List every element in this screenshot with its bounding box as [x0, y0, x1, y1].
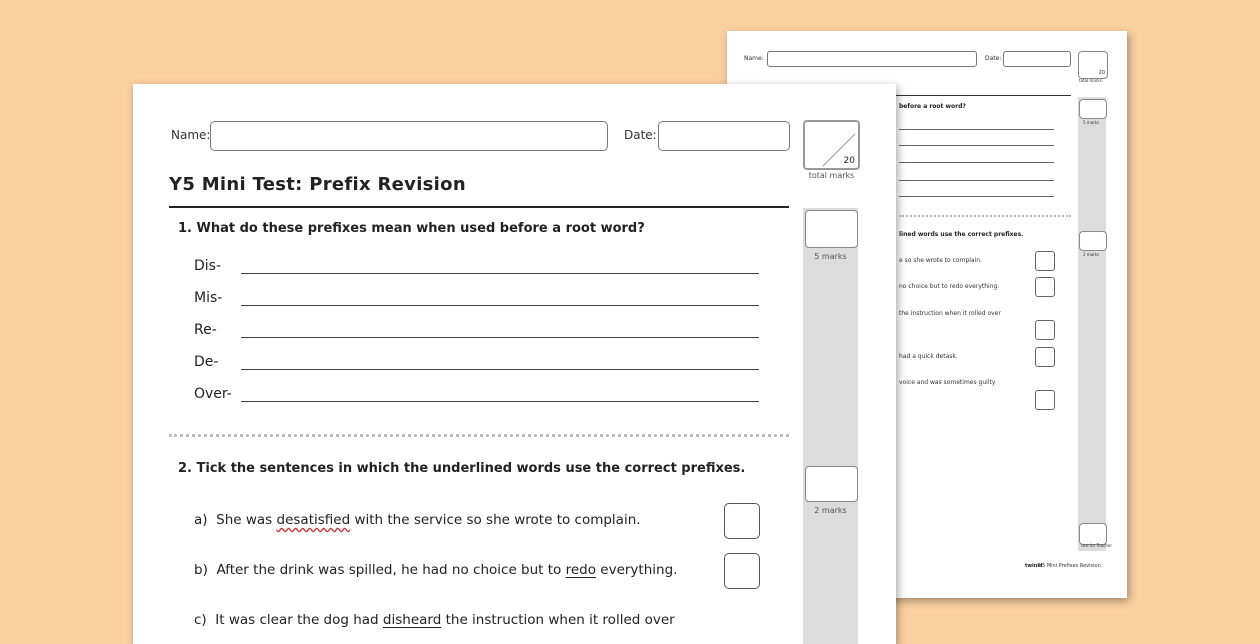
- question-2: 2. Tick the sentences in which the underlined words use the correct prefixes.: [178, 461, 746, 476]
- total-marks-box: [803, 120, 860, 170]
- tick-box-a[interactable]: [724, 503, 760, 539]
- section-divider: [169, 434, 789, 437]
- sentence-b-letter: b): [194, 562, 208, 578]
- back-sentence-b: no choice but to redo everything.: [899, 283, 1000, 290]
- date-field[interactable]: [658, 121, 790, 151]
- sentence-a-letter: a): [194, 512, 208, 528]
- answer-line-dis[interactable]: [241, 273, 759, 274]
- tick-box-b[interactable]: [724, 553, 760, 589]
- q1-mark-box: [805, 210, 858, 248]
- question-1: 1. What do these prefixes mean when used before a root word?: [178, 221, 645, 236]
- back-q1-fragment: before a root word?: [899, 103, 966, 110]
- back-sentence-d: had a quick detask.: [899, 353, 958, 360]
- prefix-mis: Mis-: [194, 290, 223, 306]
- front-worksheet: [133, 84, 896, 644]
- q2-marks-label: 2 marks: [814, 506, 847, 515]
- prefix-re: Re-: [194, 322, 217, 338]
- back-teacher-box: [1079, 523, 1107, 545]
- sentence-c-letter: c): [194, 612, 207, 628]
- back-answer-line: [899, 196, 1054, 197]
- back-tick-box[interactable]: [1035, 347, 1055, 367]
- sentence-b-pre: After the drink was spilled, he had no choice but to: [216, 562, 566, 578]
- back-q2-marks: 2 marks: [1083, 252, 1100, 257]
- back-name-field[interactable]: [767, 51, 977, 67]
- back-q2-fragment: lined words use the correct prefixes.: [899, 231, 1024, 238]
- total-marks-label: total marks: [808, 171, 855, 180]
- back-q2-mark-box: [1079, 231, 1107, 251]
- back-sentence-e: voice and was sometimes guilty: [899, 379, 996, 386]
- prefix-over: Over-: [194, 386, 232, 402]
- marks-column: [803, 208, 858, 644]
- prefix-dis: Dis-: [194, 258, 222, 274]
- sentence-c: [194, 612, 675, 628]
- back-sentence-a: e so she wrote to complain.: [899, 257, 982, 264]
- back-date-label: Date:: [985, 55, 1002, 62]
- back-footer-brand: twinkl: [1025, 563, 1043, 569]
- back-sentence-c: the instruction when it rolled over: [899, 310, 1001, 317]
- title-rule: [169, 206, 789, 208]
- total-value: 20: [843, 156, 855, 166]
- sentence-a-underlined-word: desatisfied: [276, 512, 351, 528]
- back-date-field[interactable]: [1003, 51, 1071, 67]
- worksheet-title: Y5 Mini Test: Prefix Revision: [169, 174, 466, 195]
- back-answer-line: [899, 145, 1054, 146]
- back-answer-line: [899, 162, 1054, 163]
- back-tick-box[interactable]: [1035, 320, 1055, 340]
- back-name-label: Name:: [744, 55, 764, 62]
- back-tick-box[interactable]: [1035, 277, 1055, 297]
- back-total-box: [1078, 51, 1108, 79]
- back-total-value: 20: [1098, 70, 1105, 76]
- back-tick-box[interactable]: [1035, 251, 1055, 271]
- back-answer-line: [899, 180, 1054, 181]
- date-label: Date:: [624, 128, 657, 142]
- sentence-b-underlined-word: redo: [565, 562, 596, 578]
- sentence-c-post: the instruction when it rolled over: [441, 612, 675, 628]
- answer-line-re[interactable]: [241, 337, 759, 338]
- back-divider: [899, 215, 1071, 217]
- sentence-b-post: everything.: [595, 562, 678, 578]
- sentence-a-post: with the service so she wrote to complain.: [350, 512, 641, 528]
- answer-line-over[interactable]: [241, 401, 759, 402]
- sentence-c-underlined-word: disheard: [382, 612, 442, 628]
- answer-line-de[interactable]: [241, 369, 759, 370]
- name-label: Name:: [171, 128, 211, 142]
- back-marks-column: [1078, 97, 1106, 551]
- q2-mark-box: [805, 466, 858, 502]
- sentence-c-pre: It was clear the dog had: [215, 612, 383, 628]
- sentence-a: [194, 512, 641, 528]
- name-field[interactable]: [210, 121, 608, 151]
- prefix-de: De-: [194, 354, 219, 370]
- back-q1-marks: 5 marks: [1083, 120, 1100, 125]
- back-answer-line: [899, 129, 1054, 130]
- back-teacher-label: Use for Teacher: [1081, 543, 1113, 548]
- back-footer: Y5 Mini Prefixes Revision: [1039, 563, 1101, 569]
- back-tick-box[interactable]: [1035, 390, 1055, 410]
- sentence-b: [194, 562, 677, 578]
- q1-marks-label: 5 marks: [814, 252, 847, 261]
- back-q1-mark-box: [1079, 99, 1107, 119]
- sentence-a-pre: She was: [216, 512, 277, 528]
- answer-line-mis[interactable]: [241, 305, 759, 306]
- back-total-label: total marks: [1079, 78, 1102, 83]
